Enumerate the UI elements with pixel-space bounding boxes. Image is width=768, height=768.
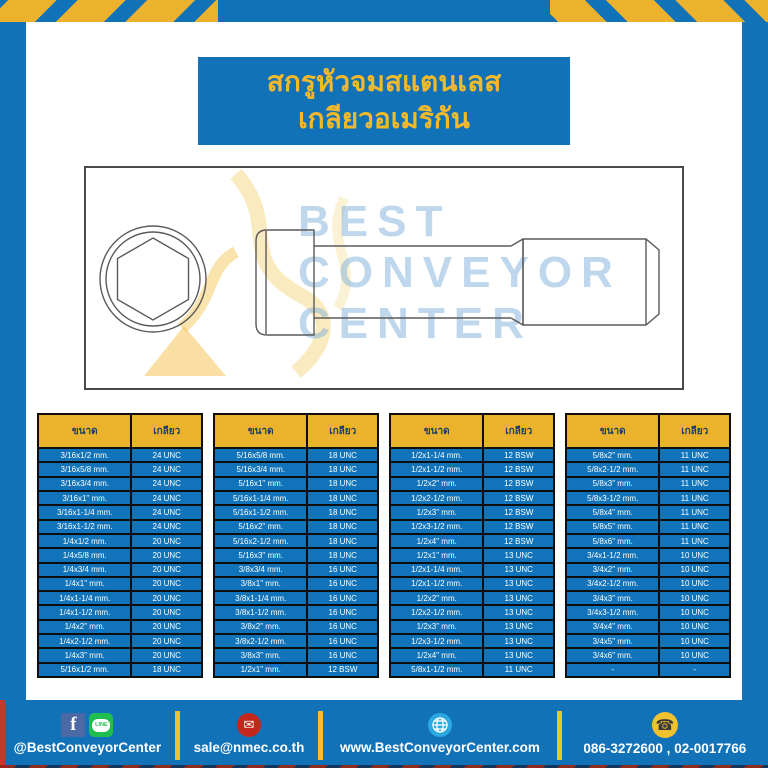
table-cell: 5/8x2" mm. bbox=[566, 448, 659, 462]
table-row bbox=[214, 534, 378, 548]
table-cell: 24 UNC bbox=[131, 505, 202, 519]
table-cell: 20 UNC bbox=[131, 577, 202, 591]
table-cell: 5/16x1-1/2 mm. bbox=[214, 505, 307, 519]
table-row bbox=[214, 563, 378, 577]
footer-email[interactable] bbox=[180, 700, 319, 768]
table-cell: 16 UNC bbox=[307, 591, 378, 605]
table-cell: 1/4x3/4 mm. bbox=[38, 563, 131, 577]
table-cell: 20 UNC bbox=[131, 620, 202, 634]
table-row bbox=[390, 491, 554, 505]
table-cell: 18 UNC bbox=[307, 491, 378, 505]
size-thread-table bbox=[213, 413, 379, 678]
table-row bbox=[566, 477, 730, 491]
table-row bbox=[38, 534, 202, 548]
table-row bbox=[38, 648, 202, 662]
table-column-header: เกลียว bbox=[307, 414, 378, 448]
table-cell: 3/8x3" mm. bbox=[214, 648, 307, 662]
table-cell: 10 UNC bbox=[659, 605, 730, 619]
table-row bbox=[566, 620, 730, 634]
table-row bbox=[214, 520, 378, 534]
footer-phone[interactable] bbox=[562, 700, 768, 768]
page-title-line2: เกลียวอเมริกัน bbox=[298, 103, 470, 134]
table-cell: 18 UNC bbox=[307, 448, 378, 462]
mail-icon[interactable]: ✉ bbox=[237, 713, 261, 737]
table-cell: 18 UNC bbox=[307, 534, 378, 548]
table-cell: 13 UNC bbox=[483, 605, 554, 619]
table-row bbox=[214, 663, 378, 677]
size-table-1 bbox=[37, 413, 203, 678]
table-column-header: ขนาด bbox=[214, 414, 307, 448]
table-cell: 3/4x2-1/2 mm. bbox=[566, 577, 659, 591]
table-cell: 1/2x3" mm. bbox=[390, 620, 483, 634]
table-cell: 18 UNC bbox=[307, 462, 378, 476]
table-row bbox=[214, 634, 378, 648]
table-row bbox=[566, 634, 730, 648]
size-table-2 bbox=[213, 413, 379, 678]
table-cell: 10 UNC bbox=[659, 591, 730, 605]
table-cell: 18 UNC bbox=[307, 505, 378, 519]
table-cell: 5/8x1-1/2 mm. bbox=[390, 663, 483, 677]
table-row bbox=[566, 462, 730, 476]
table-row bbox=[214, 648, 378, 662]
table-cell: 12 BSW bbox=[307, 663, 378, 677]
table-cell: 10 UNC bbox=[659, 634, 730, 648]
table-cell: 3/8x1-1/2 mm. bbox=[214, 605, 307, 619]
table-cell: 3/4x5" mm. bbox=[566, 634, 659, 648]
table-row bbox=[566, 534, 730, 548]
hazard-stripes-right bbox=[550, 0, 768, 22]
table-row bbox=[214, 505, 378, 519]
table-cell: 1/4x1/2 mm. bbox=[38, 534, 131, 548]
footer-red-strip bbox=[0, 700, 5, 768]
table-cell: 1/2x1-1/4 mm. bbox=[390, 563, 483, 577]
table-cell: 1/4x5/8 mm. bbox=[38, 548, 131, 562]
table-column-header: ขนาด bbox=[38, 414, 131, 448]
table-row bbox=[390, 520, 554, 534]
content-panel bbox=[26, 22, 742, 700]
table-row bbox=[566, 491, 730, 505]
table-cell: 1/2x2" mm. bbox=[390, 477, 483, 491]
table-cell: 16 UNC bbox=[307, 577, 378, 591]
table-cell: 5/16x5/8 mm. bbox=[214, 448, 307, 462]
table-cell: 20 UNC bbox=[131, 548, 202, 562]
table-row bbox=[38, 591, 202, 605]
table-row bbox=[566, 520, 730, 534]
socket-screw-drawing-icon bbox=[86, 168, 684, 390]
size-tables-row bbox=[37, 413, 731, 678]
table-row bbox=[38, 520, 202, 534]
line-app-icon[interactable]: LINE bbox=[89, 713, 113, 737]
footer-website[interactable] bbox=[323, 700, 557, 768]
table-row bbox=[390, 605, 554, 619]
table-cell: 1/2x2-1/2 mm. bbox=[390, 605, 483, 619]
table-cell: 10 UNC bbox=[659, 577, 730, 591]
table-cell: 11 UNC bbox=[659, 520, 730, 534]
table-cell: 5/8x4" mm. bbox=[566, 505, 659, 519]
table-cell: 5/16x3/4 mm. bbox=[214, 462, 307, 476]
table-column-header: ขนาด bbox=[566, 414, 659, 448]
hazard-stripes-left bbox=[0, 0, 218, 22]
table-cell: 1/2x2-1/2 mm. bbox=[390, 491, 483, 505]
table-column-header: เกลียว bbox=[483, 414, 554, 448]
table-cell: 12 BSW bbox=[483, 462, 554, 476]
table-cell: 1/2x4" mm. bbox=[390, 648, 483, 662]
table-cell: 16 UNC bbox=[307, 634, 378, 648]
table-cell: 5/8x5" mm. bbox=[566, 520, 659, 534]
table-row bbox=[214, 591, 378, 605]
table-cell: 1/4x1-1/2 mm. bbox=[38, 605, 131, 619]
contact-footer bbox=[0, 700, 768, 768]
table-cell: 11 UNC bbox=[659, 448, 730, 462]
page-title-line1: สกรูหัวจมสแตนเลส bbox=[266, 66, 502, 98]
table-cell: 5/16x2-1/2 mm. bbox=[214, 534, 307, 548]
table-cell: 3/16x1" mm. bbox=[38, 491, 131, 505]
table-cell: 12 BSW bbox=[483, 477, 554, 491]
table-cell: 11 UNC bbox=[659, 462, 730, 476]
table-cell: 24 UNC bbox=[131, 520, 202, 534]
table-cell: 24 UNC bbox=[131, 477, 202, 491]
table-cell: 3/16x1/2 mm. bbox=[38, 448, 131, 462]
table-cell: - bbox=[659, 663, 730, 677]
table-cell: 20 UNC bbox=[131, 648, 202, 662]
table-row bbox=[38, 634, 202, 648]
table-cell: 12 BSW bbox=[483, 534, 554, 548]
table-row bbox=[38, 491, 202, 505]
table-cell: 16 UNC bbox=[307, 605, 378, 619]
table-row bbox=[214, 605, 378, 619]
table-row bbox=[390, 548, 554, 562]
phone-icon[interactable]: ☎ bbox=[652, 712, 678, 738]
globe-icon[interactable] bbox=[428, 713, 452, 737]
table-row bbox=[390, 648, 554, 662]
table-row bbox=[38, 448, 202, 462]
table-cell: 12 BSW bbox=[483, 505, 554, 519]
table-cell: 3/8x2-1/2 mm. bbox=[214, 634, 307, 648]
table-row bbox=[566, 605, 730, 619]
size-table-3 bbox=[389, 413, 555, 678]
table-cell: 3/4x6" mm. bbox=[566, 648, 659, 662]
table-cell: 24 UNC bbox=[131, 491, 202, 505]
table-cell: 3/16x5/8 mm. bbox=[38, 462, 131, 476]
table-cell: 18 UNC bbox=[307, 477, 378, 491]
table-cell: 1/2x3-1/2 mm. bbox=[390, 520, 483, 534]
table-cell: 12 BSW bbox=[483, 491, 554, 505]
table-row bbox=[214, 477, 378, 491]
table-row bbox=[566, 548, 730, 562]
table-cell: 5/16x3" mm. bbox=[214, 548, 307, 562]
table-cell: 5/16x1-1/4 mm. bbox=[214, 491, 307, 505]
table-row bbox=[214, 620, 378, 634]
table-cell: 16 UNC bbox=[307, 563, 378, 577]
table-cell: 16 UNC bbox=[307, 648, 378, 662]
table-row bbox=[38, 462, 202, 476]
footer-social[interactable] bbox=[0, 700, 175, 768]
table-cell: 18 UNC bbox=[131, 663, 202, 677]
table-cell: 18 UNC bbox=[307, 520, 378, 534]
table-cell: 10 UNC bbox=[659, 548, 730, 562]
table-cell: 3/4x2" mm. bbox=[566, 563, 659, 577]
table-cell: 3/4x1-1/2 mm. bbox=[566, 548, 659, 562]
table-cell: 20 UNC bbox=[131, 605, 202, 619]
size-thread-table bbox=[37, 413, 203, 678]
table-cell: 1/2x3" mm. bbox=[390, 505, 483, 519]
table-row bbox=[38, 577, 202, 591]
table-cell: 12 BSW bbox=[483, 520, 554, 534]
table-row bbox=[390, 477, 554, 491]
table-cell: 3/16x3/4 mm. bbox=[38, 477, 131, 491]
table-cell: 13 UNC bbox=[483, 648, 554, 662]
table-cell: 13 UNC bbox=[483, 548, 554, 562]
table-column-header: เกลียว bbox=[659, 414, 730, 448]
table-row bbox=[38, 563, 202, 577]
table-cell: 12 BSW bbox=[483, 448, 554, 462]
email-label[interactable]: sale@nmec.co.th bbox=[193, 740, 305, 755]
table-column-header: เกลียว bbox=[131, 414, 202, 448]
table-row bbox=[566, 505, 730, 519]
table-cell: 5/8x2-1/2 mm. bbox=[566, 462, 659, 476]
size-thread-table bbox=[389, 413, 555, 678]
table-row bbox=[38, 663, 202, 677]
technical-drawing-box bbox=[84, 166, 684, 390]
table-row bbox=[214, 548, 378, 562]
table-row bbox=[390, 534, 554, 548]
table-cell: 3/8x2" mm. bbox=[214, 620, 307, 634]
table-row bbox=[38, 477, 202, 491]
table-cell: 11 UNC bbox=[659, 491, 730, 505]
table-cell: 24 UNC bbox=[131, 462, 202, 476]
table-column-header: ขนาด bbox=[390, 414, 483, 448]
table-cell: 11 UNC bbox=[659, 534, 730, 548]
table-cell: 5/8x3-1/2 mm. bbox=[566, 491, 659, 505]
table-cell: 13 UNC bbox=[483, 634, 554, 648]
size-table-4 bbox=[565, 413, 731, 678]
table-row bbox=[38, 548, 202, 562]
table-cell: 5/16x1/2 mm. bbox=[38, 663, 131, 677]
table-row bbox=[390, 462, 554, 476]
table-cell: 13 UNC bbox=[483, 577, 554, 591]
table-cell: 3/4x3" mm. bbox=[566, 591, 659, 605]
table-cell: 18 UNC bbox=[307, 548, 378, 562]
table-cell: 20 UNC bbox=[131, 534, 202, 548]
table-cell: 5/16x1" mm. bbox=[214, 477, 307, 491]
table-cell: 13 UNC bbox=[483, 620, 554, 634]
facebook-icon[interactable]: f bbox=[61, 713, 85, 737]
table-cell: 10 UNC bbox=[659, 648, 730, 662]
table-row bbox=[38, 605, 202, 619]
table-row bbox=[390, 448, 554, 462]
social-handle-label[interactable]: @BestConveyorCenter bbox=[13, 740, 162, 755]
table-cell: 1/2x4" mm. bbox=[390, 534, 483, 548]
table-cell: 5/16x2" mm. bbox=[214, 520, 307, 534]
table-cell: 10 UNC bbox=[659, 563, 730, 577]
table-cell: 1/4x3" mm. bbox=[38, 648, 131, 662]
size-thread-table bbox=[565, 413, 731, 678]
table-row bbox=[566, 563, 730, 577]
table-cell: 3/4x3-1/2 mm. bbox=[566, 605, 659, 619]
table-cell: 11 UNC bbox=[659, 505, 730, 519]
table-row bbox=[390, 563, 554, 577]
table-row bbox=[566, 591, 730, 605]
table-row bbox=[214, 448, 378, 462]
brand-watermark: BEST CONVEYOR CENTER bbox=[298, 197, 622, 349]
table-row bbox=[214, 491, 378, 505]
table-row bbox=[390, 620, 554, 634]
table-cell: 20 UNC bbox=[131, 563, 202, 577]
table-cell: 1/2x1-1/4 mm. bbox=[390, 448, 483, 462]
table-cell: 1/4x2-1/2 mm. bbox=[38, 634, 131, 648]
table-cell: 3/8x3/4 mm. bbox=[214, 563, 307, 577]
top-hazard-bar bbox=[0, 0, 768, 22]
table-row bbox=[38, 505, 202, 519]
table-cell: 1/4x2" mm. bbox=[38, 620, 131, 634]
website-label[interactable]: www.BestConveyorCenter.com bbox=[340, 740, 540, 755]
table-row bbox=[390, 634, 554, 648]
table-row bbox=[38, 620, 202, 634]
table-cell: 1/4x1" mm. bbox=[38, 577, 131, 591]
table-cell: 1/2x1" mm. bbox=[390, 548, 483, 562]
table-row bbox=[566, 663, 730, 677]
table-cell: 1/2x1-1/2 mm. bbox=[390, 462, 483, 476]
table-cell: 1/2x3-1/2 mm. bbox=[390, 634, 483, 648]
table-cell: 11 UNC bbox=[483, 663, 554, 677]
table-cell: 5/8x6" mm. bbox=[566, 534, 659, 548]
table-cell: 3/16x1-1/4 mm. bbox=[38, 505, 131, 519]
table-row bbox=[214, 577, 378, 591]
table-row bbox=[390, 505, 554, 519]
table-cell: 1/2x1-1/2 mm. bbox=[390, 577, 483, 591]
table-cell: - bbox=[566, 663, 659, 677]
phone-numbers-label[interactable]: 086-3272600 , 02-0017766 bbox=[583, 741, 747, 756]
table-cell: 10 UNC bbox=[659, 620, 730, 634]
title-banner bbox=[198, 57, 570, 145]
table-cell: 1/4x1-1/4 mm. bbox=[38, 591, 131, 605]
table-cell: 20 UNC bbox=[131, 591, 202, 605]
table-cell: 3/16x1-1/2 mm. bbox=[38, 520, 131, 534]
table-row bbox=[390, 577, 554, 591]
table-cell: 11 UNC bbox=[659, 477, 730, 491]
table-row bbox=[566, 577, 730, 591]
table-cell: 13 UNC bbox=[483, 563, 554, 577]
table-row bbox=[390, 663, 554, 677]
table-row bbox=[566, 648, 730, 662]
table-row bbox=[566, 448, 730, 462]
table-cell: 16 UNC bbox=[307, 620, 378, 634]
table-row bbox=[390, 591, 554, 605]
table-cell: 20 UNC bbox=[131, 634, 202, 648]
table-cell: 3/4x4" mm. bbox=[566, 620, 659, 634]
table-cell: 1/2x2" mm. bbox=[390, 591, 483, 605]
table-cell: 3/8x1-1/4 mm. bbox=[214, 591, 307, 605]
table-cell: 5/8x3" mm. bbox=[566, 477, 659, 491]
table-cell: 3/8x1" mm. bbox=[214, 577, 307, 591]
table-cell: 1/2x1" mm. bbox=[214, 663, 307, 677]
table-cell: 13 UNC bbox=[483, 591, 554, 605]
table-row bbox=[214, 462, 378, 476]
table-cell: 24 UNC bbox=[131, 448, 202, 462]
